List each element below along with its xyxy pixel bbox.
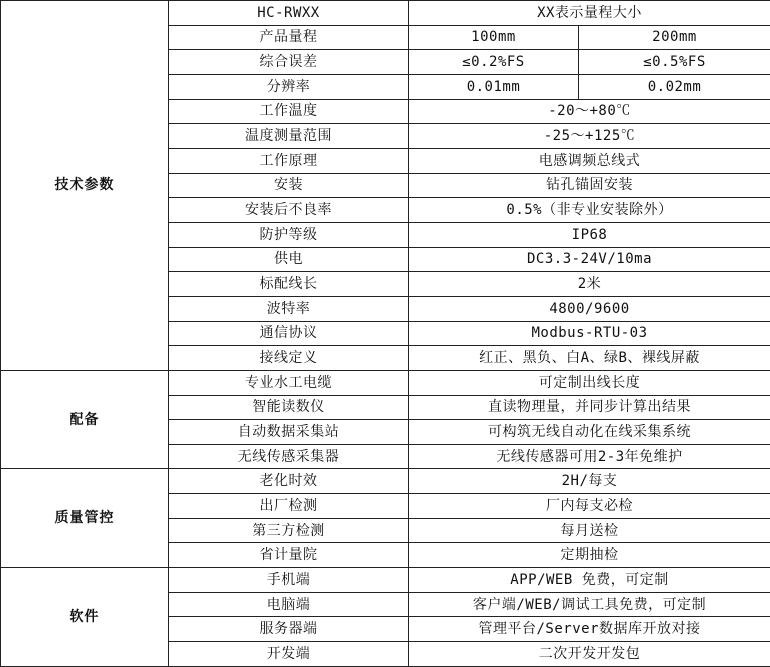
param-label-cell: 工作原理 bbox=[169, 148, 409, 173]
param-label-cell: 开发端 bbox=[169, 642, 409, 667]
param-value-cell: 0.5%（非专业安装除外） bbox=[409, 198, 770, 223]
table-row bbox=[1, 370, 770, 395]
param-label-cell: 波特率 bbox=[169, 296, 409, 321]
group-name-cell: 技术参数 bbox=[1, 1, 169, 371]
param-value-cell: 100mm bbox=[409, 25, 579, 50]
param-value-cell: 0.01mm bbox=[409, 74, 579, 99]
param-value-cell: 无线传感器可用2-3年免维护 bbox=[409, 444, 770, 469]
param-value-cell: 管理平台/Server数据库开放对接 bbox=[409, 617, 770, 642]
group-name-cell: 软件 bbox=[1, 568, 169, 667]
param-label-cell: 安装 bbox=[169, 173, 409, 198]
param-label-cell: 防护等级 bbox=[169, 222, 409, 247]
param-value-cell: -20～+80℃ bbox=[409, 99, 770, 124]
param-label-cell: 标配线长 bbox=[169, 272, 409, 297]
param-value-cell: 2H/每支 bbox=[409, 469, 770, 494]
group-name-cell: 配备 bbox=[1, 370, 169, 469]
param-value-cell: -25～+125℃ bbox=[409, 124, 770, 149]
param-value-cell: 4800/9600 bbox=[409, 296, 770, 321]
param-label-cell: 服务器端 bbox=[169, 617, 409, 642]
param-value-cell: 二次开发开发包 bbox=[409, 642, 770, 667]
param-value-cell: 200mm bbox=[579, 25, 770, 50]
param-label-cell: 工作温度 bbox=[169, 99, 409, 124]
spec-table-body bbox=[1, 1, 770, 667]
param-label-cell: 通信协议 bbox=[169, 321, 409, 346]
param-value-cell: 直读物理量，并同步计算出结果 bbox=[409, 395, 770, 420]
param-value-cell: 红正、黑负、白A、绿B、裸线屏蔽 bbox=[409, 346, 770, 371]
param-label-cell: 老化时效 bbox=[169, 469, 409, 494]
param-value-cell: 定期抽检 bbox=[409, 543, 770, 568]
param-label-cell: 接线定义 bbox=[169, 346, 409, 371]
param-value-cell: DC3.3-24V/10ma bbox=[409, 247, 770, 272]
param-label-cell: 智能读数仪 bbox=[169, 395, 409, 420]
param-value-cell: 可构筑无线自动化在线采集系统 bbox=[409, 420, 770, 445]
param-value-cell: 钻孔锚固安装 bbox=[409, 173, 770, 198]
param-label-cell: 分辨率 bbox=[169, 74, 409, 99]
param-value-cell: 可定制出线长度 bbox=[409, 370, 770, 395]
group-name-cell: 质量管控 bbox=[1, 469, 169, 568]
table-row bbox=[1, 568, 770, 593]
param-label-cell: 自动数据采集站 bbox=[169, 420, 409, 445]
param-label-cell: 安装后不良率 bbox=[169, 198, 409, 223]
param-value-cell: XX表示量程大小 bbox=[409, 1, 770, 26]
param-label-cell: 综合误差 bbox=[169, 50, 409, 75]
param-label-cell: HC-RWXX bbox=[169, 1, 409, 26]
table-row bbox=[1, 469, 770, 494]
param-label-cell: 第三方检测 bbox=[169, 518, 409, 543]
param-value-cell: Modbus-RTU-03 bbox=[409, 321, 770, 346]
param-label-cell: 手机端 bbox=[169, 568, 409, 593]
param-value-cell: IP68 bbox=[409, 222, 770, 247]
param-value-cell: 每月送检 bbox=[409, 518, 770, 543]
param-label-cell: 温度测量范围 bbox=[169, 124, 409, 149]
param-label-cell: 产品量程 bbox=[169, 25, 409, 50]
param-value-cell: 0.02mm bbox=[579, 74, 770, 99]
param-label-cell: 出厂检测 bbox=[169, 494, 409, 519]
table-row bbox=[1, 1, 770, 26]
param-label-cell: 无线传感采集器 bbox=[169, 444, 409, 469]
param-value-cell: 2米 bbox=[409, 272, 770, 297]
param-label-cell: 供电 bbox=[169, 247, 409, 272]
param-label-cell: 电脑端 bbox=[169, 592, 409, 617]
param-value-cell: 厂内每支必检 bbox=[409, 494, 770, 519]
param-value-cell: 客户端/WEB/调试工具免费，可定制 bbox=[409, 592, 770, 617]
param-label-cell: 省计量院 bbox=[169, 543, 409, 568]
param-value-cell: ≤0.2%FS bbox=[409, 50, 579, 75]
param-value-cell: 电感调频总线式 bbox=[409, 148, 770, 173]
param-value-cell: ≤0.5%FS bbox=[579, 50, 770, 75]
param-value-cell: APP/WEB 免费，可定制 bbox=[409, 568, 770, 593]
param-label-cell: 专业水工电缆 bbox=[169, 370, 409, 395]
